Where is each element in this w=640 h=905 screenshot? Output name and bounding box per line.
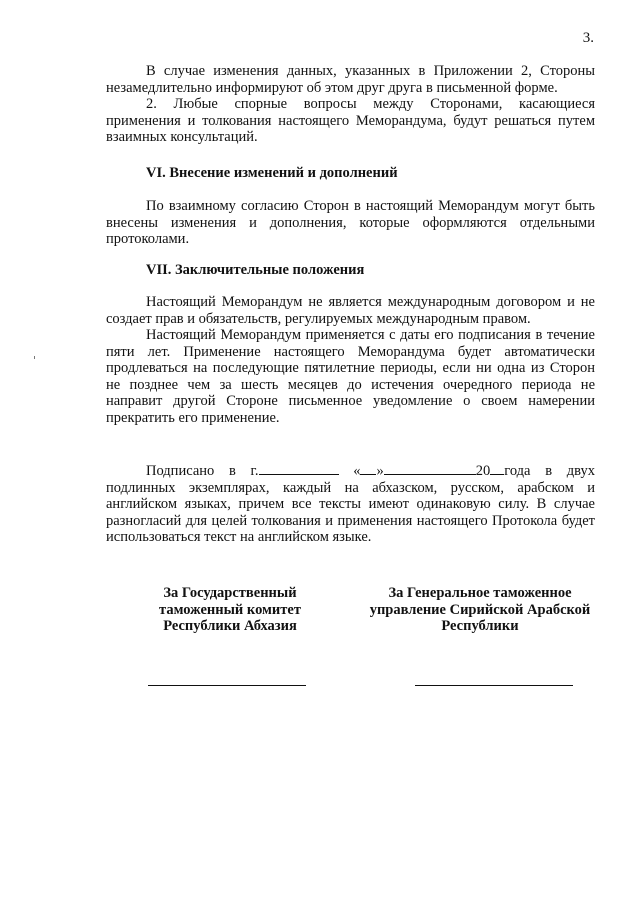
section-7-body: [106, 294, 595, 426]
month-blank: [384, 462, 476, 475]
signing-text: года в двух подлинных экземплярах, каждый на абхазском, русском, арабском и английском языках, причем все тексты имеют одинаковую силу. В случае разногласий для целей толкования и применения настоящего Протокола будет использоваться текст на английском языке.: [106, 463, 595, 545]
paragraph-signing: [106, 462, 595, 546]
signatory-syria: За Генеральное таможенное управление Сирийской Арабской Республики: [369, 585, 591, 634]
signatory-abkhazia: За Государственный таможенный комитет Республики Абхазия: [159, 585, 301, 634]
paragraph-not-treaty: Настоящий Меморандум не является международным договором и не создает прав и обязательств, регулируемых международным правом.: [106, 294, 595, 327]
dispute-clause: [106, 63, 595, 146]
signing-place-label: Подписано в г.: [146, 463, 259, 479]
place-blank: [259, 462, 339, 475]
paragraph-validity: Настоящий Меморандум применяется с даты его подписания в течение пяти лет. Применение настоящего Меморандума будет автоматически продлеваться на последующие пятилетние периоды, если ни одна из Сторон не позднее чем за шесть месяцев до истечения очередного периода не направит другой Стороне письменное уведомление о своем намерении прекратить его применение.: [106, 327, 595, 426]
quote-open: «: [353, 463, 361, 479]
section-6-body: [106, 198, 595, 248]
year-prefix: 20: [475, 463, 491, 479]
paragraph-data-change: В случае изменения данных, указанных в Приложении 2, Стороны незамедлительно информируют об этом друг друга в письменной форме.: [106, 63, 595, 96]
signature-line-syria: [415, 685, 573, 686]
paragraph-disputes: 2. Любые спорные вопросы между Сторонами, касающиеся применения и толкования настоящего Меморандума, будут решаться путем взаимных консультаций.: [106, 96, 595, 145]
quote-close: »: [376, 463, 384, 479]
signing-clause: [106, 462, 595, 546]
signature-line-abkhazia: [148, 685, 306, 686]
section-7-heading: VII. Заключительные положения: [146, 262, 365, 278]
page-number: 3.: [582, 30, 594, 46]
scan-speck: [34, 356, 35, 359]
day-blank: [360, 462, 376, 475]
paragraph-amendments: По взаимному согласию Сторон в настоящий Меморандум могут быть внесены изменения и дополнения, которые оформляются отдельными протоколами.: [106, 198, 595, 247]
section-6-heading: VI. Внесение изменений и дополнений: [146, 165, 398, 181]
year-blank: [490, 462, 504, 475]
